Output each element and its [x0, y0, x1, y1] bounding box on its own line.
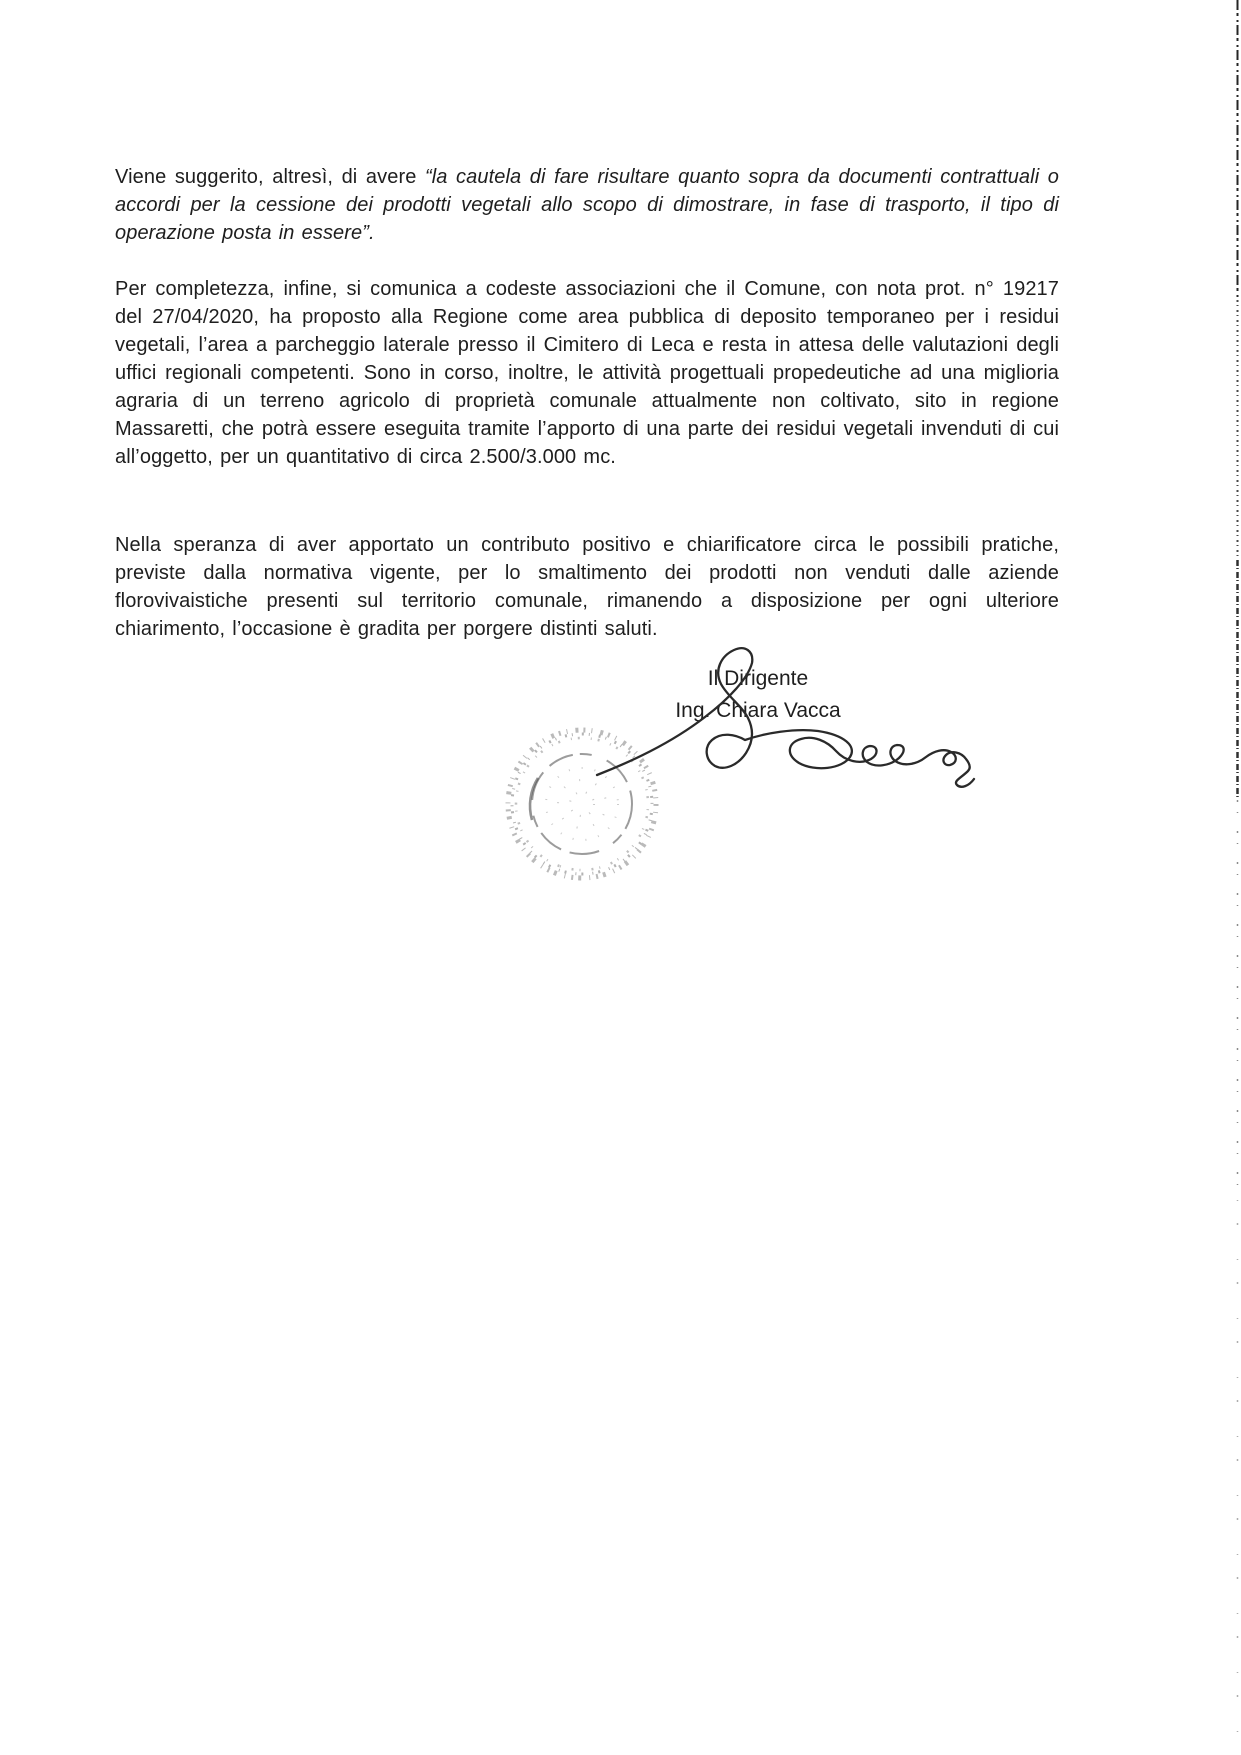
handwritten-signature — [585, 638, 985, 803]
paragraph-suggestion-quote: “la cautela di fare risultare quanto sopra da documenti contrattuali o accordi per la cessione dei prodotti vegetali allo scopo di dimostrare, in fase di trasporto, il tipo di operazione posta in essere”. — [115, 166, 1060, 244]
signature-stroke — [597, 648, 974, 787]
paragraph-closing: Nella speranza di aver apportato un contributo positivo e chiarificatore circa le possibili pratiche, previste dalla normativa vigente, per lo smaltimento dei prodotti non venduti dalle aziende florovivaistiche presenti sul territorio comunale, rimanendo a disposizione per ogni ulteriore chiarimento, l’occasione è gradita per porgere distinti saluti. — [115, 534, 1059, 640]
signatory-name: Ing. Chiara Vacca — [675, 699, 841, 722]
paragraph-suggestion — [115, 163, 1059, 247]
paragraph-completezza: Per completezza, infine, si comunica a codeste associazioni che il Comune, con nota prot. n° 19217 del 27/04/2020, ha proposto alla Regione come area pubblica di deposito temporaneo per i residui vegetali, l’area a parcheggio laterale presso il Cimitero di Leca e resta in attesa delle valutazioni degli uffici regionali competenti. Sono in corso, inoltre, le attività progettuali propedeutiche ad una miglioria agraria di un terreno agricolo di proprietà comunale attualmente non coltivato, sito in regione Massaretti, che potrà essere eseguita tramite l’apporto di una parte dei residui vegetali invenduti di cui all’oggetto, per un quantitativo di circa 2.500/3.000 mc. — [115, 278, 1059, 468]
scan-edge-artifact — [1228, 0, 1241, 1755]
signatory-role: Il Dirigente — [707, 667, 809, 690]
paragraph-suggestion-lead: Viene suggerito, altresì, di avere — [115, 166, 425, 188]
